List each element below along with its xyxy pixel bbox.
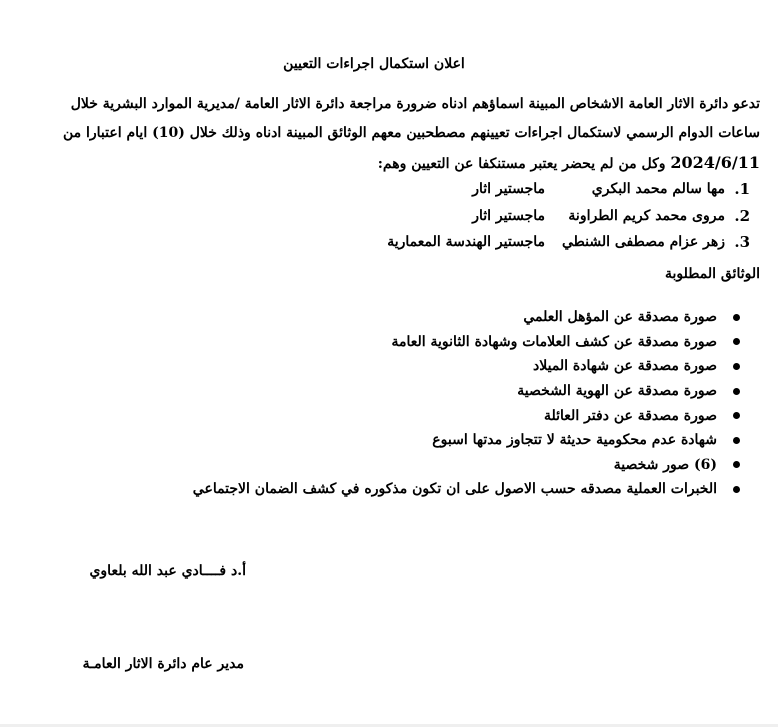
appointee-number: 2. [734,206,750,225]
document-item [193,403,740,428]
bullet-icon [733,314,740,321]
appointee-degree: ماجستير اثار [472,181,545,198]
required-documents-list [193,305,740,502]
bullet-icon [733,486,740,493]
document-item-label: صورة مصدقة عن المؤهل العلمي [523,309,717,326]
signatory-position: مدير عام دائرة الاثار العامـة [82,656,244,672]
document-item-label: صورة مصدقة عن كشف العلامات وشهادة الثانوية العامة [391,333,717,350]
document-item [193,453,740,478]
document-item-label: شهادة عدم محكومية حديثة لا تتجاوز مدتها اسبوع [432,432,717,449]
document-item [193,428,740,453]
bullet-icon [733,412,740,419]
document-item [193,305,740,330]
appointee-name: مها سالم محمد البكري [591,181,725,198]
document-item-label: (6) صور شخصية [613,456,717,473]
document-item-label: صورة مصدقة عن شهادة الميلاد [533,358,717,375]
document-item-label: صورة مصدقة عن دفتر العائلة [544,407,717,424]
announcement-title: اعلان استكمال اجراءات التعيين [283,56,465,72]
document-item-label: الخبرات العملية مصدقه حسب الاصول على ان تكون مذكوره في كشف الضمان الاجتماعي [192,481,717,498]
appointee-item [30,176,750,203]
document-item-label: صورة مصدقة عن الهوية الشخصية [517,383,717,400]
announcement-body [15,90,760,179]
appointee-name: مروى محمد كريم الطراونة [568,207,725,224]
document-item [193,330,740,355]
documents-heading: الوثائق المطلوبة [665,266,760,282]
appointee-item [30,229,750,256]
appointee-name: زهر عزام مصطفى الشنطي [561,234,725,251]
appointee-number: 3. [734,233,750,252]
intro-line-2: ساعات الدوام الرسمي لاستكمال اجراءات تعيينهم مصطحبين معهم الوثائق المبينة ادناه وذلك خلال (10) ايام اعتبارا من [62,125,760,141]
appointees-list [30,176,750,256]
bullet-icon [733,338,740,345]
bullet-icon [733,461,740,468]
appointee-degree: ماجستير اثار [472,207,545,224]
intro-line-1: تدعو دائرة الاثار العامة الاشخاص المبينة اسماؤهم ادناه ضرورة مراجعة دائرة الاثار العامة /مديرية الموارد البشرية خلال [70,96,760,112]
appointee-item [30,203,750,230]
appointee-degree: ماجستير الهندسة المعمارية [387,234,545,251]
document-item [193,477,740,502]
intro-tail: وكل من لم يحضر يعتبر مستنكفا عن التعيين وهم: [377,156,671,172]
document-item [193,379,740,404]
intro-date: 2024/6/11 [670,153,760,172]
signatory-name: أ.د فــــادي عبد الله بلعاوي [89,563,246,579]
document-item [193,354,740,379]
appointee-number: 1. [734,180,750,199]
bullet-icon [733,388,740,395]
bullet-icon [733,437,740,444]
intro-line-3 [15,148,760,179]
bullet-icon [733,363,740,370]
